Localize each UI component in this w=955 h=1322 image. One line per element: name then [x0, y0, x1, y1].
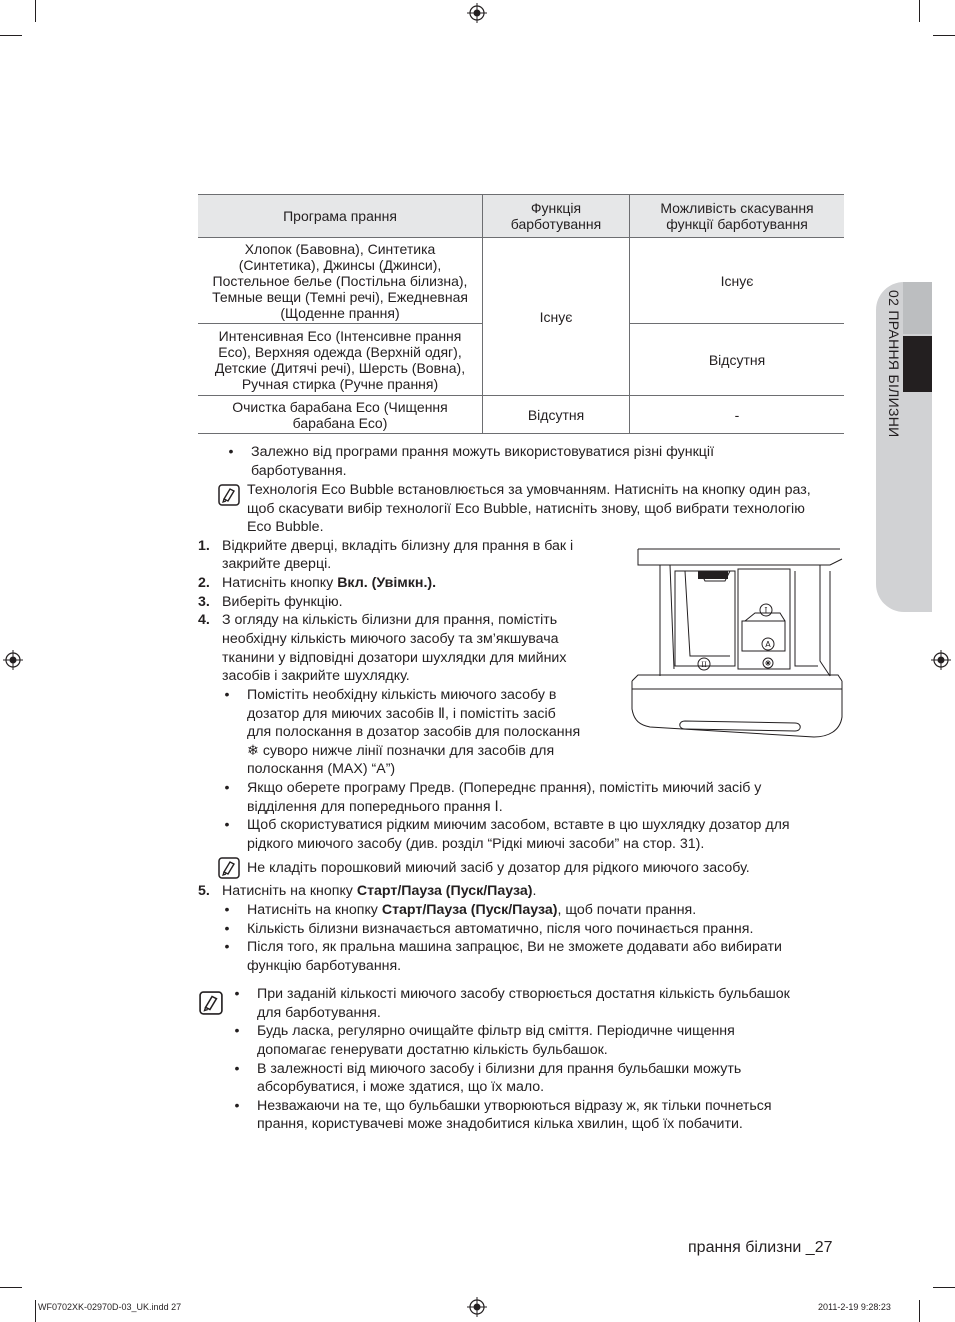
bullet-text: функцію барботування. [247, 958, 402, 974]
table-header: Можливість скасування функції барботування [630, 195, 845, 238]
note-text: Будь ласка, регулярно очищайте фільтр від сміття. Періодичне чищення [257, 1023, 735, 1039]
button-name: Старт/Пауза (Пуск/Пауза) [356, 883, 533, 899]
table-cell-bubble: Існує [483, 238, 630, 396]
step-number: 4. [198, 612, 210, 628]
step-text [222, 882, 536, 901]
table-header-row [198, 195, 844, 238]
crop-mark [35, 0, 36, 22]
note-eco-bubble: Технологія Eco Bubble встановлюється за умовчанням. Натисніть на кнопку один раз, щоб скасувати вибір технології Eco Bubble, натисніть знову, щоб вибрати технологію Eco Bubble. [247, 482, 811, 535]
step-text: закрийте дверці. [222, 556, 332, 572]
table-cell-program: Интенсивная Eco (Інтенсивне прання Eco), Верхняя одежда (Верхній одяг), Детские (Дитячі речі), Шерсть (Вовна), Ручная стирка (Ручне прання) [198, 324, 483, 396]
bullet-text: дозатор для миючих засобів Ⅱ, і помістіть засіб [247, 706, 556, 722]
table-cell-cancel: - [630, 396, 845, 434]
note-icon [218, 484, 240, 506]
table-cell-program: Хлопок (Бавовна), Синтетика (Синтетика), Джинсы (Джинси), Постельное белье (Постільна білизна), Темные вещи (Темні речі), Ежедневная (Щоденне прання) [198, 238, 483, 324]
drawer-label-two: II [701, 661, 707, 669]
table-row [198, 238, 844, 324]
bullet: • [228, 444, 234, 460]
bullet: • [224, 780, 230, 796]
bullet: • [234, 1023, 240, 1039]
step-text: тканини у відповідні дозатори шухлядки для мийних [222, 650, 567, 666]
note-liquid-detergent: Не кладіть порошковий миючий засіб у дозатор для рідкого миючого засобу. [247, 860, 750, 876]
print-date-info: 2011-2-19 9:28:23 [818, 1302, 891, 1312]
crop-mark [919, 1300, 920, 1322]
crop-mark [919, 0, 920, 22]
note-text: прання, користувачеві може знадобитися кілька хвилин, щоб їх побачити. [257, 1116, 743, 1132]
button-name: Старт/Пауза (Пуск/Пауза) [381, 902, 558, 918]
crop-mark [35, 1300, 36, 1322]
bullet: • [224, 687, 230, 703]
bullet: • [224, 921, 230, 937]
bullet-text: Якщо оберете програму Предв. (Попереднє прання), помістіть миючий засіб у [247, 780, 762, 796]
table-cell-cancel: Відсутня [630, 324, 845, 396]
step-text-part: . [532, 883, 537, 899]
table-cell-bubble: Відсутня [483, 396, 630, 434]
chapter-tab-marker-active [903, 336, 932, 392]
step-number: 3. [198, 594, 210, 610]
intro-bullet-text: Залежно від програми прання можуть використовуватися різні функції барботування. [251, 444, 715, 479]
bullet-text: Кількість білизни визначається автоматично, після чого починається прання. [247, 921, 754, 937]
bullet: • [224, 939, 230, 955]
note-text: Незважаючи на те, що бульбашки утворюються відразу ж, як тільки почнеться [257, 1098, 772, 1114]
step-text: необхідну кількість миючого засобу та зм’якшувача [222, 631, 559, 647]
bullet-text: ❄ суворо нижче лінії позначки для засобів для [247, 743, 555, 759]
chapter-tab-marker [903, 282, 932, 334]
table-cell-cancel: Існує [630, 238, 845, 324]
bullet-text: Помістіть необхідну кількість миючого засобу в [247, 687, 557, 703]
note-text: допомагає генерувати достатню кількість бульбашок. [257, 1042, 608, 1058]
detergent-drawer-illustration [630, 541, 846, 741]
bubble-function-table [198, 194, 844, 434]
step-text [222, 574, 436, 593]
note-text: для барботування. [257, 1005, 381, 1021]
bullet: • [224, 817, 230, 833]
step-text: Відкрийте дверці, вкладіть білизну для прання в бак і [222, 538, 574, 554]
button-name: Вкл. (Увімкн.). [337, 575, 437, 591]
crop-mark [933, 35, 955, 36]
print-file-info: WF0702XK-02970D-03_UK.indd 27 [38, 1302, 182, 1312]
registration-mark-icon [931, 650, 951, 670]
registration-mark-icon [3, 650, 23, 670]
bullet-text: для полоскання в дозатор засобів для полоскання [247, 724, 581, 740]
table-cell-program: Очистка барабана Eco (Чищення барабана Eco) [198, 396, 483, 434]
bullet: • [234, 986, 240, 1002]
step-text-part: Натисніть кнопку [222, 575, 338, 591]
note-text: абсорбуватися, і може здатися, що їх мало. [257, 1079, 545, 1095]
chapter-side-title: 02 ПРАННЯ БІЛИЗНИ [886, 290, 902, 438]
registration-mark-icon [467, 1297, 487, 1317]
table-header: Програма прання [198, 195, 483, 238]
bullet-text: полоскання (MAX) “A”) [247, 761, 396, 777]
drawer-label-a: A [765, 640, 771, 649]
bullet-text-part: Натисніть на кнопку [247, 902, 382, 918]
step-text: З огляду на кількість білизни для прання, помістіть [222, 612, 558, 628]
crop-mark [0, 35, 22, 36]
registration-mark-icon [467, 3, 487, 23]
bullet-text [247, 901, 696, 920]
step-text: Виберіть функцію. [222, 594, 343, 610]
softener-flower-icon [765, 660, 771, 666]
bullet: • [224, 902, 230, 918]
bullet-text: Щоб скористуватися рідким миючим засобом, вставте в цю шухлядку дозатор для [247, 817, 790, 833]
bullet-text: відділення для попереднього прання Ⅰ. [247, 799, 503, 815]
note-text: В залежності від миючого засобу і білизни для прання бульбашки можуть [257, 1061, 742, 1077]
step-text: засобів і закрийте шухлядку. [222, 668, 410, 684]
bullet-text: рідкого миючого засобу (див. розділ “Рідкі миючі засоби” на стор. 31). [247, 836, 705, 852]
page-footer: прання білизни _27 [688, 1239, 833, 1256]
table-row [198, 396, 844, 434]
drawer-label-one: I [764, 606, 768, 615]
bullet-text: Після того, як пральна машина запрацює, Ви не зможете додавати або вибирати [247, 939, 782, 955]
step-number: 2. [198, 575, 210, 591]
step-number: 1. [198, 538, 210, 554]
note-icon [199, 991, 223, 1015]
step-text-part: Натисніть на кнопку [222, 883, 357, 899]
crop-mark [0, 1287, 22, 1288]
bullet-text-part: , щоб почати прання. [557, 902, 697, 918]
table-header: Функція барботування [483, 195, 630, 238]
bullet: • [234, 1098, 240, 1114]
note-text: При заданій кількості миючого засобу створюється достатня кількість бульбашок [257, 986, 790, 1002]
crop-mark [933, 1287, 955, 1288]
step-number: 5. [198, 883, 210, 899]
note-icon [218, 857, 240, 879]
bullet: • [234, 1061, 240, 1077]
